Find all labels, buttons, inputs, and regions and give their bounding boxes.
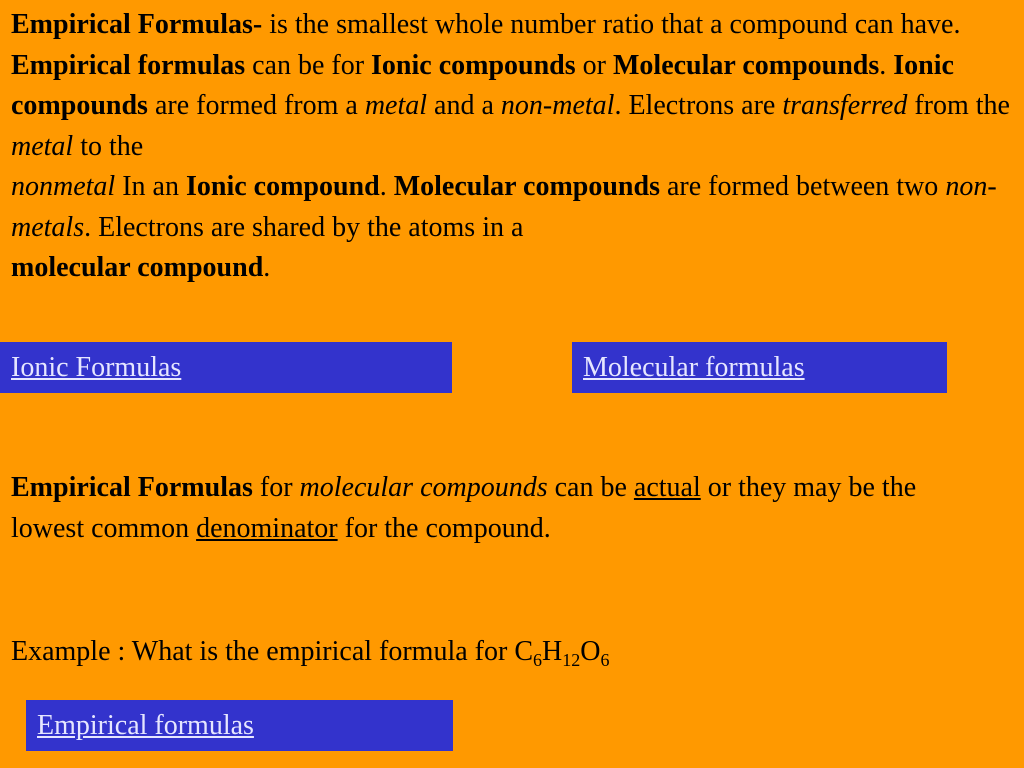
empirical-formulas-box[interactable] [26,700,453,751]
intro-text: . Electrons are [614,90,783,121]
empirical-formulas-link[interactable]: Empirical formulas [37,709,254,741]
molecular-note-paragraph [11,468,971,549]
molecular-formulas-box[interactable] [572,342,947,393]
example-question [11,632,911,673]
intro-italic-term: non-metals [11,171,997,243]
ionic-formulas-box[interactable] [0,342,452,393]
note-underlined-term: actual [633,472,701,503]
intro-text: to the [73,130,144,162]
intro-text: is the smallest whole number ratio that a compound can have. [262,9,961,40]
example-prefix: Example : What is the empirical formula for [11,636,515,667]
formula-subscript: 6 [600,650,610,670]
intro-bold-term: molecular compound [11,252,264,283]
formula-element: O [580,636,601,667]
intro-text: . [263,252,271,283]
molecular-formulas-link[interactable]: Molecular formulas [583,351,805,383]
intro-text: can be for [245,49,372,81]
intro-italic-term: non-metal [500,90,615,121]
formula-element: H [542,636,563,667]
intro-italic-term: metal [11,130,74,162]
note-text: can be [547,472,634,503]
note-underlined-term: denominator [196,512,338,544]
intro-bold-term: Ionic compounds [11,49,954,121]
intro-text: In an [115,171,186,202]
intro-italic-term: nonmetal [11,171,116,202]
intro-bold-term: Empirical formulas [11,49,246,81]
intro-bold-term: Molecular compounds [612,49,880,81]
intro-italic-term: transferred [782,90,908,121]
intro-text: from the [907,90,1010,121]
note-bold-term: Empirical Formulas [11,472,253,503]
formula-element: C [514,636,534,667]
note-text: for [252,472,300,503]
intro-text: . [879,49,894,81]
intro-text: or [575,49,613,81]
intro-text: are formed from a [147,90,365,121]
intro-text: and a [427,90,501,121]
intro-bold-term: Ionic compound [185,171,380,202]
ionic-formulas-link[interactable]: Ionic Formulas [11,351,182,383]
intro-text: . Electrons are shared by the atoms in a [84,211,524,243]
formula-subscript: 6 [533,650,543,670]
chemical-formula [514,636,610,670]
intro-heading: Empirical Formulas- [11,9,263,40]
intro-paragraph [11,5,1011,289]
note-text: or they may be the lowest common [11,472,917,544]
note-text: for the compound. [337,512,551,544]
formula-subscript: 12 [562,650,581,670]
intro-bold-term: Ionic compounds [371,49,576,81]
intro-text: . [379,171,394,202]
intro-text: are formed between two [659,171,946,202]
intro-italic-term: metal [364,90,428,121]
note-italic-term: molecular compounds [299,472,548,503]
intro-bold-term: Molecular compounds [393,171,660,202]
